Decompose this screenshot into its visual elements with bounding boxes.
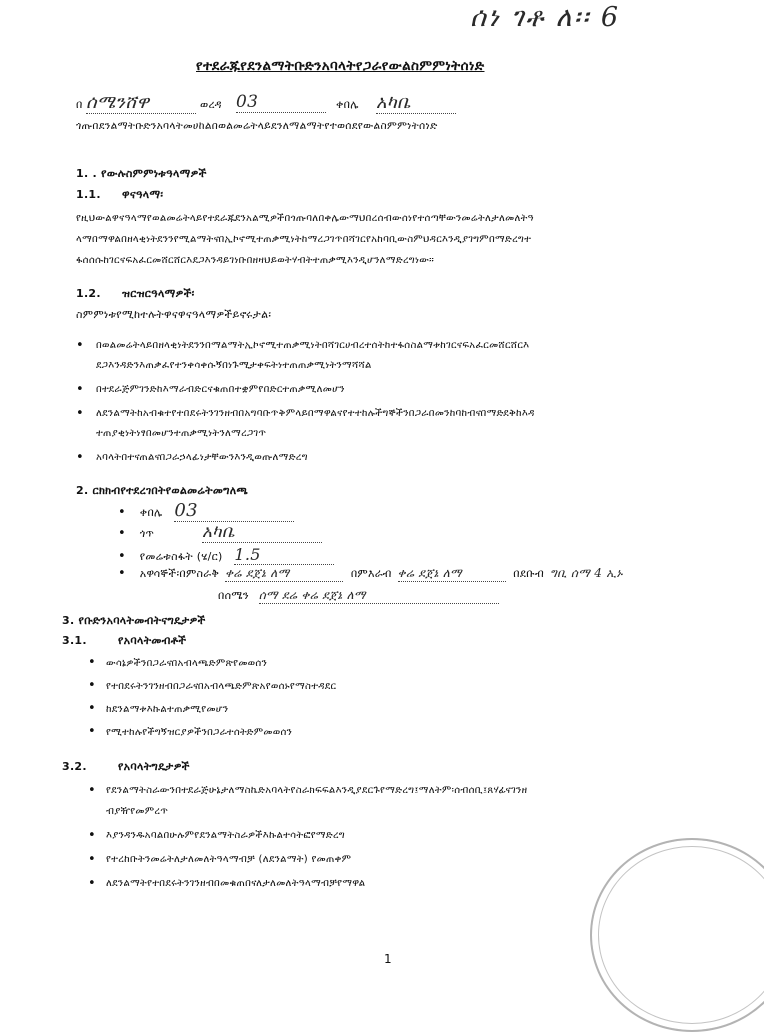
boundaries-label: አዋሳኞች፡በምስራቅ [139,567,220,580]
list-item [76,380,535,400]
boundaries-row [118,566,758,582]
right-text: የሚተከሉየችግኝዝርያዎችንበጋራተሰትድምመወሰን [105,727,293,738]
list-item [76,404,535,444]
list-item-line: ተጠያቂነትነፃበመሆንተጠቃሚነትንለማረጋገጥ [96,428,267,439]
list-item [76,336,535,376]
section3-1-title: የአባላትመብቶች [118,634,187,647]
list-item [88,675,336,698]
bullet-icon: • [88,783,96,798]
list-item-line: እያንዳንዱአባልበሁሉምየደንልማትስራዎችእኩልተሳትፎየማድረግ [106,830,346,841]
woreda-value: 03 [236,92,326,113]
list-item [88,780,527,822]
list-item-line: የደንልማትስራውንበተደራጅሁኔታለማስኬድአባላትየስራክፍፍልእንዲያደርጉየማድረግ፤ማለትም፡ሰብሰቢ፤ጸሃፊናገንዘ [106,785,528,796]
list-item [88,873,527,894]
section3-2-number: 3.2. [62,760,87,773]
right-text: ውሳኔዎችንበጋራናበአብላጫድምጽየመወሰን [105,658,268,669]
kebele-label: ቀበሌ [336,98,359,111]
paragraph-line: የዚህውልዋናዓላማየወልመሬትላይየተደራጁደንአልሚዎችበጎጡባለበቀሌውማህበረሰብውሰነየተሰጣቸውንመሬትለታለመለትዓ [76,213,534,224]
north-boundary-value: ግቢ ሰማ 4 ኢኑ [549,566,623,580]
duties-list [88,780,527,894]
area-field-label: የመሬቱስፋት (ሄ/ር) [139,550,223,563]
location-line [76,92,716,116]
purpose-paragraph [76,208,534,271]
woreda-label: ወረዳ [200,98,222,111]
bullet-icon: • [118,526,126,541]
right-text: የተበደሩትንገንዘብበጋራናበአብላጫድምጽአየወሰኑየማስተዳደር [105,681,337,692]
bullet-icon: • [76,450,84,465]
west-boundary-value: ቀሬ ደጀኔ ለማ [398,566,506,582]
got-field-value: አካቤ [202,522,322,543]
page-number: 1 [384,952,392,966]
list-item [88,652,336,675]
paragraph-line: ፋሰሰሱከገርናፍአፈርመሸርሸርእደጋእንዳይገነቡበዘዛህይወትሃብትተጠቃሚእንዲሆንለማድረግነው። [76,255,435,266]
bullet-icon: • [76,338,84,353]
east-boundary-value: ቀሬ ደጀኔ ለማ [225,566,343,582]
section3-1-number: 3.1. [62,634,87,647]
bullet-icon: • [88,828,96,843]
bullet-icon: • [88,701,96,716]
right-text: ከደንልማቱእኩልተጠቃሚየመሆን [105,704,229,715]
region-value: ሰሜንሸዋ [86,92,196,114]
kebele-field-value: 03 [174,500,294,522]
list-item [76,448,535,468]
list-item-line: ደጋእንዳድንእጠቃፈየተንቀሳቀሱኝበነጉሚታቀፍትነተጠጠቃሚነትንማሻሻል [96,360,372,371]
section1-2-number: 1.2. [76,287,101,300]
section1-heading: 1. . የውሉስምምነቱዓላማዎች [76,167,207,180]
bullet-icon: • [88,852,96,867]
bullet-icon: • [88,724,96,739]
section1-2-title: ዝርዝርዓላማዎች፡ [122,287,195,300]
intro-line: ጎጡበደንልማትቡድንአባላትመሀከልበወልመሬትላይደንለማልማትየተወሰደየውልስምምነትሰነድ [76,120,438,132]
got-field-label: ጎጥ [139,527,155,540]
bullet-icon: • [76,382,84,397]
bullet-icon: • [76,406,84,421]
section1-1-number: 1.1. [76,188,101,201]
land-row [118,500,294,522]
handwritten-top-note: ሰነ ገቶ ለ፡፡ 6 [470,2,621,33]
list-item-line: ለደንልማትየተበደሩትንገንዘብበመቁጠበናለታለመለትዓላማብቻየማዋል [106,878,366,889]
list-item-line: አባላትበተናጠልናበጋራኃላፊነታቸውንእንዲወጡለማድረግ [96,452,308,463]
paragraph-line: ላማበማዋልበዘላቂነትደንንየሚልማትናበኢኮኖሚተጠቃሚነትከማረጋገጥበሻገርየአከባቢውስምህዳርእንዲያገግምበማድረግተ [76,234,532,245]
south-label: በሰሜን [218,589,249,602]
bullet-icon: • [88,678,96,693]
objectives-list [76,336,535,468]
section2-heading: 2. ርክክብየተደረገበትየወልመሬትመግለጫ [76,484,249,497]
land-row [118,522,322,543]
section3-heading: 3. የቡድንአባላትመብትናግዴታዎች [62,614,206,627]
official-stamp [590,838,764,1032]
south-boundary-value: ሰማ ደሬ ቀሬ ደጀኔ ለማ [259,588,499,604]
list-item-line: በተደራጅምገንድከእማራብድርናቁጠበተቋምየበድርተጠቃሚለመሆን [96,384,345,395]
land-description [118,500,758,610]
bullet-icon: • [88,655,96,670]
land-row [118,545,334,565]
bullet-icon: • [118,566,126,581]
location-prefix: በ [76,98,83,111]
section1-1-title: ዋናዓላማ፡ [122,188,164,201]
list-item [88,698,336,721]
list-item [88,721,336,744]
section1-2-intro: ስምምነቱየሚከተሉትዋናዋናዓላማዎችይኖሩታል፡ [76,308,272,321]
list-item [88,849,527,870]
list-item-line: በወልመሬትላይበዘላቂነትደንንበማልማትኢኮኖሚተጠቃሚነትበሻገርሀብረተሰትከተፋሰስልማቱከገርናፍአፈርመሸርሸርእ [96,340,530,351]
north-label: በደቡብ [513,567,545,580]
kebele-value: አካቤ [376,92,456,114]
section3-2-title: የአባላትግዴታዎች [118,760,190,773]
bullet-icon: • [118,549,126,564]
bullet-icon: • [88,876,96,891]
bullet-icon: • [118,505,126,520]
boundaries-row-2 [142,588,499,604]
list-item-line: ለደንልማትከአብቁተየተበደሩትንገንዘብበአግባቡጥቅምላይበማዋልናየተተከሉችግኞችንበጋራበመንከባከብናበማድደቅከእዳ [96,408,535,419]
list-item-line: የተረከቡትንመሬትለታለመለትዓላማብቻ (ለደንልማት) የመጠቀም [106,854,352,865]
kebele-field-label: ቀበሌ [139,506,163,519]
rights-list [88,652,336,744]
area-field-value: 1.5 [234,545,334,565]
west-label: በምእራብ [350,567,392,580]
document-title: የተደራጁየደንልማትቡድንአባላትየጋራየውልስምምነትሰነድ [196,58,485,74]
list-item-line: ብያዥየመምረጥ [106,806,169,817]
list-item [88,825,527,846]
